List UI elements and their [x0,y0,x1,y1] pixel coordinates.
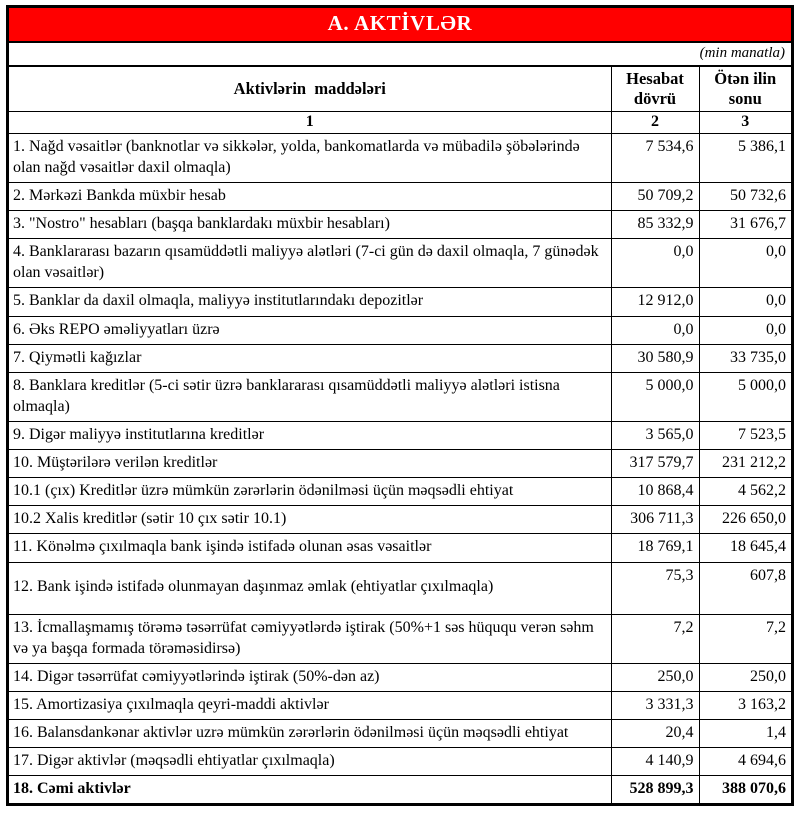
value-previous-year-end: 7 523,5 [699,421,791,449]
table-row [9,133,791,182]
row-label: 11. Könəlmə çıxılmaqla bank işində istifadə olunan əsas vəsaitlər [9,534,611,562]
value-previous-year-end: 4 694,6 [699,748,791,776]
value-previous-year-end: 18 645,4 [699,534,791,562]
table-row [9,562,791,614]
row-label: 18. Cəmi aktivlər [9,776,611,804]
value-current-period: 7,2 [611,614,699,663]
value-previous-year-end: 50 732,6 [699,183,791,211]
value-current-period: 5 000,0 [611,372,699,421]
table-row [9,239,791,288]
value-previous-year-end: 0,0 [699,288,791,316]
row-label: 14. Digər təsərrüfat cəmiyyətlərində iştirak (50%-dən az) [9,663,611,691]
section-title: A. AKTİVLƏR [327,11,473,35]
column-number-row [9,111,791,133]
value-previous-year-end: 4 562,2 [699,478,791,506]
row-label: 12. Bank işində istifadə olunmayan daşınmaz əmlak (ehtiyatlar çıxılmaqla) [9,562,611,614]
value-current-period: 0,0 [611,316,699,344]
value-previous-year-end: 231 212,2 [699,450,791,478]
section-title-bar [9,8,791,43]
table-row [9,183,791,211]
row-label: 15. Amortizasiya çıxılmaqla qeyri-maddi aktivlər [9,691,611,719]
value-current-period: 12 912,0 [611,288,699,316]
assets-table [9,67,791,803]
table-row [9,614,791,663]
unit-note: (min manatla) [699,45,785,61]
value-current-period: 0,0 [611,239,699,288]
value-previous-year-end: 0,0 [699,239,791,288]
table-row [9,478,791,506]
table-row [9,450,791,478]
row-label: 16. Balansdankənar aktivlər uzrə mümkün zərərlərin ödənilməsi üçün məqsədli ehtiyat [9,719,611,747]
col-header-current: Hesabat dövrü [611,67,699,111]
row-label: 5. Banklar da daxil olmaqla, maliyyə institutlarındakı depozitlər [9,288,611,316]
row-label: 1. Nağd vəsaitlər (banknotlar və sikkələr, yolda, bankomatlarda və mübadilə şöbələrində olan nağd vəsaitlər daxil olmaqla) [9,133,611,182]
table-row [9,663,791,691]
row-label: 4. Banklararası bazarın qısamüddətli maliyyə alətləri (7-ci gün də daxil olmaqla, 7 günədək olan vəsaitlər) [9,239,611,288]
value-previous-year-end: 5 386,1 [699,133,791,182]
value-current-period: 18 769,1 [611,534,699,562]
value-current-period: 4 140,9 [611,748,699,776]
row-label: 9. Digər maliyyə institutlarına kreditlər [9,421,611,449]
value-current-period: 7 534,6 [611,133,699,182]
table-row [9,506,791,534]
table-row [9,421,791,449]
row-label: 8. Banklara kreditlər (5-ci sətir üzrə banklararası qısamüddətli maliyyə alətləri istisna olmaqla) [9,372,611,421]
table-row [9,344,791,372]
value-current-period: 30 580,9 [611,344,699,372]
row-label: 17. Digər aktivlər (məqsədli ehtiyatlar çıxılmaqla) [9,748,611,776]
table-row [9,748,791,776]
value-current-period: 50 709,2 [611,183,699,211]
value-current-period: 10 868,4 [611,478,699,506]
col-header-previous: Ötən ilin sonu [699,67,791,111]
value-previous-year-end: 31 676,7 [699,211,791,239]
table-row [9,691,791,719]
table-row [9,776,791,804]
value-current-period: 306 711,3 [611,506,699,534]
value-current-period: 528 899,3 [611,776,699,804]
table-row [9,316,791,344]
financial-statement [6,5,794,806]
row-label: 3. "Nostro" hesabları (başqa banklardakı müxbir hesabları) [9,211,611,239]
table-row [9,211,791,239]
row-label: 2. Mərkəzi Bankda müxbir hesab [9,183,611,211]
value-current-period: 317 579,7 [611,450,699,478]
table-row [9,534,791,562]
value-previous-year-end: 250,0 [699,663,791,691]
row-label: 10.2 Xalis kreditlər (sətir 10 çıx sətir 10.1) [9,506,611,534]
column-number-3: 3 [699,111,791,133]
column-number-1: 1 [9,111,611,133]
value-previous-year-end: 33 735,0 [699,344,791,372]
row-label: 13. İcmallaşmamış törəmə təsərrüfat cəmiyyətlərdə iştirak (50%+1 səs hüququ verən səhm və ya başqa formada törəməsidirsə) [9,614,611,663]
value-previous-year-end: 5 000,0 [699,372,791,421]
value-current-period: 75,3 [611,562,699,614]
row-label: 7. Qiymətli kağızlar [9,344,611,372]
table-row [9,372,791,421]
value-previous-year-end: 7,2 [699,614,791,663]
column-number-2: 2 [611,111,699,133]
table-row [9,719,791,747]
value-current-period: 20,4 [611,719,699,747]
value-previous-year-end: 388 070,6 [699,776,791,804]
value-current-period: 3 331,3 [611,691,699,719]
col-header-items: Aktivlərin maddələri [9,67,611,111]
value-previous-year-end: 226 650,0 [699,506,791,534]
value-previous-year-end: 607,8 [699,562,791,614]
value-previous-year-end: 0,0 [699,316,791,344]
value-current-period: 85 332,9 [611,211,699,239]
value-current-period: 3 565,0 [611,421,699,449]
row-label: 10.1 (çıx) Kreditlər üzrə mümkün zərərlərin ödənilməsi üçün məqsədli ehtiyat [9,478,611,506]
row-label: 6. Əks REPO əməliyyatları üzrə [9,316,611,344]
unit-note-row [9,43,791,67]
value-previous-year-end: 3 163,2 [699,691,791,719]
table-body [9,133,791,803]
row-label: 10. Müştərilərə verilən kreditlər [9,450,611,478]
table-row [9,288,791,316]
value-current-period: 250,0 [611,663,699,691]
header-row [9,67,791,111]
value-previous-year-end: 1,4 [699,719,791,747]
